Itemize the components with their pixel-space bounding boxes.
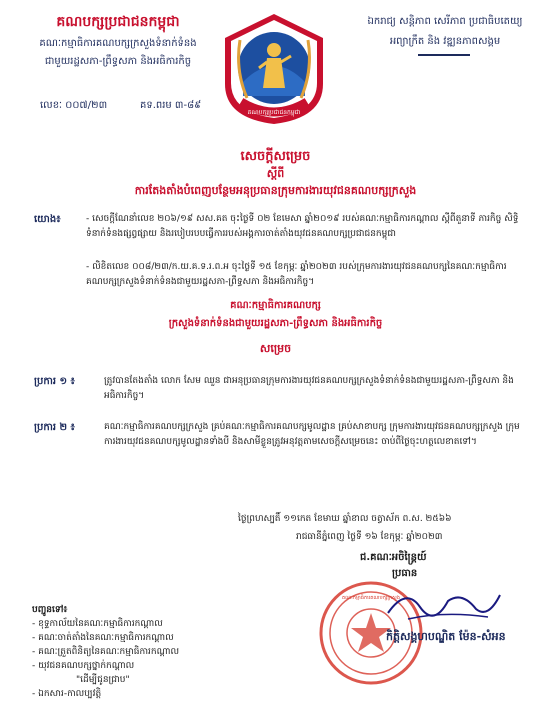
solar-date: រាជធានីភ្នំពេញ ថ្ងៃទី ១៦ ខែកុម្ភៈ ឆ្នាំ២០២៣ xyxy=(296,532,443,542)
kingdom-motto-line-1: ឯករាជ្យ សន្តិភាព សេរីភាព ប្រជាធិបតេយ្យ xyxy=(367,16,523,27)
title-sub: ស្តីពី xyxy=(266,167,285,180)
header-divider xyxy=(418,54,470,56)
title-subject: ការតែងតាំងបំពេញបន្ថែមអនុប្រធានក្រុមការងារយុវជនគណបក្សក្រសួង xyxy=(134,184,417,197)
recipient-4: - យុវជនគណបក្សថ្នាក់កណ្តាល xyxy=(32,661,135,671)
handwritten-signature xyxy=(384,583,504,625)
committee-line-2: ជាមួយរដ្ឋសភា-ព្រឹទ្ធសភា និងអធិការកិច្ច xyxy=(44,56,192,67)
reference-item-2: - លិខិតលេខ ០០៨/២៣/ក.យ.គ.ទ.រ.ព.អ ចុះថ្ងៃទី ១៥ ខែកុម្ភៈ ឆ្នាំ២០២៣ របស់ក្រុមការងារយុវជនគណបក្សនៃគណៈកម្មាធិការគណបក្សក្រសួងទំនាក់ទំនងជាមួយរដ្ឋសភា-ព្រឹទ្ធសភា និងអធិការកិច្ច។ xyxy=(86,262,507,287)
party-logo xyxy=(215,10,333,128)
signature-role: ជ.គណៈអចិន្ត្រៃយ៍ xyxy=(360,552,427,563)
article-1-text: ត្រូវបានតែងតាំង លោក សែម ឈួន ជាអនុប្រធានក្រុមការងារយុវជនគណបក្សក្រសួងទំនាក់ទំនងជាមួយរដ្ឋសភា-ព្រឹទ្ធសភា និងអធិការកិច្ច។ xyxy=(104,376,514,401)
references-label: យោង៖ xyxy=(34,214,61,225)
article-2-text: គណៈកម្មាធិការគណបក្សក្រសួង គ្រប់គណៈកម្មាធិការគណបក្សមូលដ្ឋាន គ្រប់សាខាបក្ស ក្រុមការងារយុវជនគណបក្សក្រសួង ក្រុមការងារយុវជនគណបក្សមូលដ្ឋានទាំងបី និងសាមីខ្លួនត្រូវអនុវត្តតាមសេចក្តីសម្រេចនេះ ចាប់ពីថ្ងៃចុះហត្ថលេខាតទៅ។ xyxy=(104,422,520,447)
issuer-line-2: ក្រសួងទំនាក់ទំនងជាមួយរដ្ឋសភា-ព្រឹទ្ធសភា និងអធិការកិច្ច xyxy=(168,318,383,329)
document-title: សេចក្តីសម្រេច xyxy=(240,149,311,164)
office-reference: គទ.ពរម ៣-៨៩ xyxy=(140,100,202,111)
recipient-5: - ឯកសារ-កាលប្បវត្តិ xyxy=(32,689,102,699)
party-name: គណបក្សប្រជាជនកម្ពុជា xyxy=(56,14,180,30)
reference-item-1: - សេចក្តីណែនាំលេខ ២០៦/១៩ សស.គត ចុះថ្ងៃទី ០២ ខែមេសា ឆ្នាំ២០១៩ របស់គណៈកម្មាធិការកណ្តាល ស្តីពីតួនាទី ភារកិច្ច សិទ្ធិ ទំនាក់ទំនងផ្សព្វផ្សាយ និងរបៀបរបបធ្វើការរបស់អង្គការចាត់តាំងយុវជនគណបក្សប្រជាជនកម្ពុជា xyxy=(86,214,519,239)
recipient-2: - គណៈចាត់តាំងនៃគណៈកម្មាធិការកណ្តាល xyxy=(32,633,174,643)
recipient-1: - ខុទ្ទកាល័យនៃគណៈកម្មាធិការកណ្តាល xyxy=(32,619,163,629)
recipient-3: - គណៈត្រួតពិនិត្យនៃគណៈកម្មាធិការកណ្តាល xyxy=(32,647,180,657)
recipients-heading: បញ្ជូនទៅ៖ xyxy=(32,605,68,615)
lunar-date: ថ្ងៃព្រហស្បតិ៍ ១១កេត ខែមាឃ ឆ្នាំខាល ចត្វាស័ក ព.ស. ២៥៦៦ xyxy=(238,514,452,524)
doc-number: លេខៈ ០០៧/២៣ xyxy=(40,100,108,111)
article-1-label: ប្រការ ១ ៖ xyxy=(34,376,75,387)
kingdom-motto-line-2: អព្យាក្រឹត និង វឌ្ឍនភាពសង្គម xyxy=(389,36,501,47)
stamp-text: គណៈកម្មាធិការគណបក្សក្រសួង xyxy=(342,595,400,601)
signatory-name: កិត្តិសង្គហបណ្ឌិត ម៉ែន-សំអន xyxy=(386,630,506,643)
signature-title: ប្រធាន xyxy=(392,568,418,579)
committee-line-1: គណៈកម្មាធិការគណបក្សក្រសួងទំនាក់ទំនង xyxy=(39,38,197,49)
recipient-note: "ដើម្បីជូនជ្រាប" xyxy=(76,675,130,685)
issuer-line-1: គណៈកម្មាធិការគណបក្ស xyxy=(230,300,321,311)
decision-heading: សម្រេច xyxy=(259,342,292,355)
logo-text: គណបក្សប្រជាជនកម្ពុជា xyxy=(247,109,301,116)
article-2-label: ប្រការ ២ ៖ xyxy=(34,422,75,433)
